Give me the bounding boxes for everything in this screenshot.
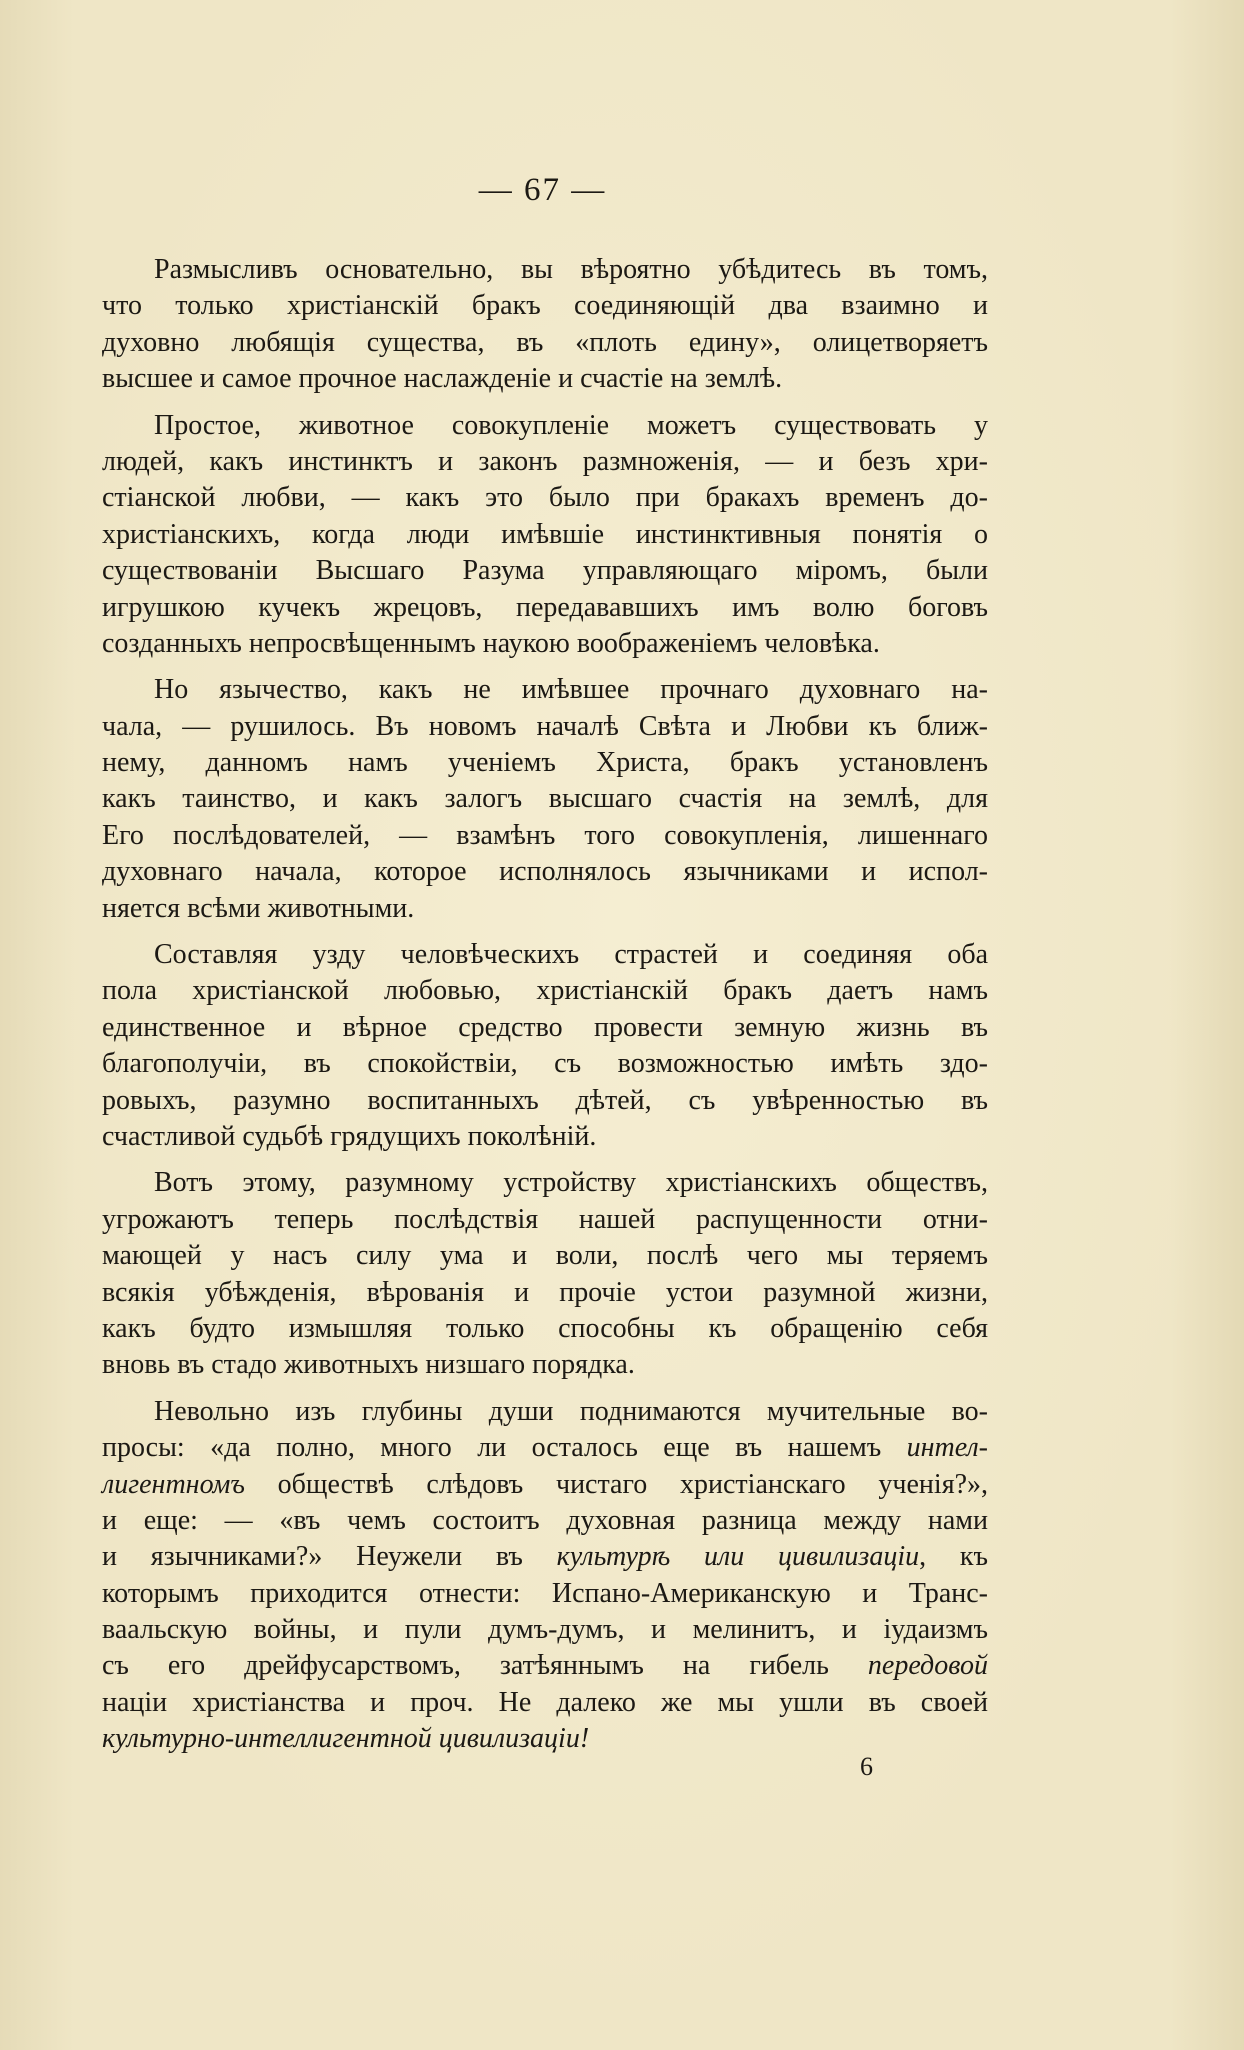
- paragraph: [102, 937, 988, 1155]
- text-line: существованіи Высшаго Разума управляющаго міромъ, были: [102, 555, 988, 587]
- paragraph: [102, 408, 988, 663]
- paragraph: [102, 672, 988, 927]
- text-line: и язычниками?» Неужели въ культурѣ или цивилизаціи, къ: [102, 1541, 988, 1573]
- text-line: няется всѣми животными.: [102, 892, 415, 924]
- text-line: благополучіи, въ спокойствіи, съ возможностью имѣть здо-: [102, 1048, 988, 1080]
- paragraph: [102, 1394, 988, 1758]
- text-line: культурно-интеллигентной цивилизаціи!: [102, 1723, 590, 1755]
- text-line: которымъ приходится отнести: Испано-Американскую и Транс-: [102, 1577, 988, 1609]
- text-line: Размысливъ основательно, вы вѣроятно убѣдитесь въ томъ,: [154, 254, 988, 285]
- text-line: націи христіанства и проч. Не далеко же мы ушли въ своей: [102, 1686, 988, 1718]
- text-line: Составляя узду человѣческихъ страстей и соединяя оба: [154, 939, 988, 971]
- text-line: духовно любящія существа, въ «плоть едину», олицетворяетъ: [102, 326, 988, 358]
- text-line: счастливой судьбѣ грядущихъ поколѣній.: [102, 1120, 597, 1152]
- text-line: что только христіанскій бракъ соединяющій два взаимно и: [102, 290, 988, 322]
- text-line: Невольно изъ глубины души поднимаются мучительные во-: [154, 1395, 988, 1427]
- text-line: всякія убѣжденія, вѣрованія и прочіе устои разумной жизни,: [102, 1276, 988, 1308]
- text-line: угрожаютъ теперь послѣдствія нашей распущенности отни-: [102, 1203, 988, 1235]
- text-line: Его послѣдователей, — взамѣнъ того совокупленія, лишеннаго: [102, 819, 988, 851]
- text-line: и еще: — «въ чемъ состоитъ духовная разница между нами: [102, 1504, 988, 1536]
- text-line: какъ таинство, и какъ залогъ высшаго счастія на землѣ, для: [102, 783, 988, 815]
- text-line: духовнаго начала, которое исполнялось язычниками и испол-: [102, 856, 988, 888]
- page-number: — 67 —: [478, 172, 607, 208]
- text-line: созданныхъ непросвѣщеннымъ наукою воображеніемъ человѣка.: [102, 627, 880, 659]
- text-line: игрушкою кучекъ жрецовъ, передававшихъ имъ волю боговъ: [102, 591, 988, 623]
- paragraph: [102, 252, 988, 398]
- text-line: лигентномъ обществѣ слѣдовъ чистаго христіанскаго ученія?»,: [102, 1468, 988, 1500]
- text-line: нему, данномъ намъ ученіемъ Христа, бракъ установленъ: [102, 747, 988, 779]
- text-line: Но язычество, какъ не имѣвшее прочнаго духовнаго на-: [154, 674, 988, 706]
- body-text: [102, 252, 988, 1768]
- text-line: пола христіанской любовью, христіанскій бракъ даетъ намъ: [102, 975, 988, 1007]
- text-line: вновь въ стадо животныхъ низшаго порядка.: [102, 1349, 635, 1381]
- text-line: высшее и самое прочное наслажденіе и счастіе на землѣ.: [102, 363, 783, 395]
- paragraph: [102, 1165, 988, 1383]
- text-line: Вотъ этому, разумному устройству христіанскихъ обществъ,: [154, 1167, 988, 1199]
- text-line: какъ будто измышляя только способны къ обращенію себя: [102, 1312, 988, 1344]
- text-line: людей, какъ инстинктъ и законъ размноженія, — и безъ хри-: [102, 445, 988, 477]
- text-line: Простое, животное совокупленіе можетъ существовать у: [154, 409, 988, 441]
- text-line: ваальскую войны, и пули думъ-думъ, и мелинитъ, и іудаизмъ: [102, 1614, 988, 1646]
- text-line: мающей у насъ силу ума и воли, послѣ чего мы теряемъ: [102, 1240, 988, 1272]
- text-line: стіанской любви, — какъ это было при бракахъ временъ до-: [102, 482, 988, 514]
- text-line: съ его дрейфусарствомъ, затѣяннымъ на гибель передовой: [102, 1650, 988, 1682]
- signature-mark: 6: [860, 1752, 873, 1781]
- text-line: единственное и вѣрное средство провести земную жизнь въ: [102, 1011, 988, 1043]
- text-line: просы: «да полно, много ли осталось еще въ нашемъ интел-: [102, 1432, 988, 1464]
- text-line: чала, — рушилось. Въ новомъ началѣ Свѣта и Любви къ ближ-: [102, 710, 988, 742]
- text-line: ровыхъ, разумно воспитанныхъ дѣтей, съ увѣренностью въ: [102, 1084, 988, 1116]
- text-line: христіанскихъ, когда люди имѣвшіе инстинктивныя понятія о: [102, 518, 988, 550]
